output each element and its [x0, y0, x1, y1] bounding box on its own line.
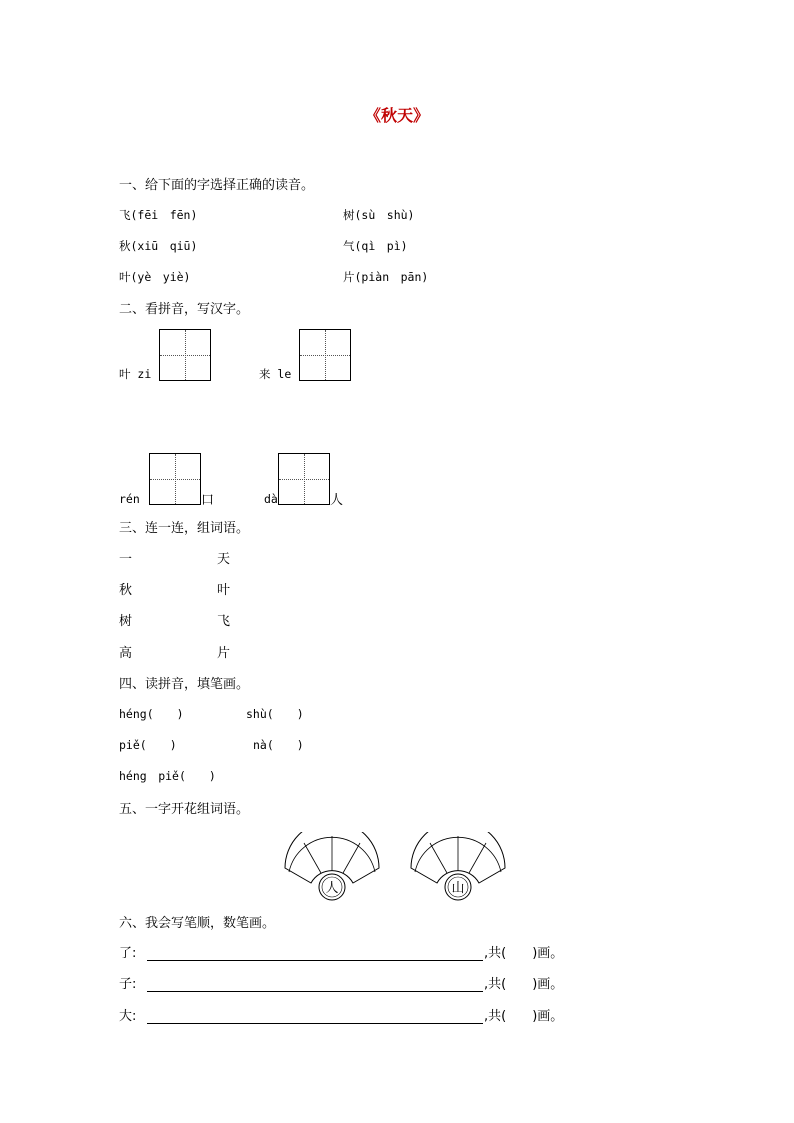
writing-grid-zi[interactable] [159, 329, 211, 381]
stroke-blank-hengpie[interactable]: héng piě( ) [119, 769, 216, 783]
section-3-heading: 三、连一连，组词语。 [119, 521, 250, 536]
pinyin-choice-shu[interactable]: 树(sù shù) [343, 208, 415, 222]
fan-diagram-ren [282, 832, 382, 904]
pinyin-choice-pian[interactable]: 片(piàn pān) [343, 270, 429, 284]
section-4-heading: 四、读拼音，填笔画。 [119, 677, 250, 692]
stroke-count-blank[interactable]: ,共( )画。 [484, 977, 564, 992]
stroke-order-char: 子: [119, 977, 137, 992]
section-2-heading: 二、看拼音，写汉字。 [119, 302, 250, 317]
write-prompt-le: 来 le [259, 367, 292, 381]
match-right-item[interactable]: 天 [217, 552, 231, 567]
match-left-item[interactable]: 一 [119, 552, 133, 567]
stroke-order-line[interactable] [147, 960, 483, 961]
match-left-item[interactable]: 秋 [119, 583, 133, 598]
stroke-order-char: 大: [119, 1009, 137, 1024]
stroke-blank-heng[interactable]: héng( ) [119, 707, 184, 721]
write-suffix-ren: 人 [330, 493, 344, 508]
stroke-order-char: 了: [119, 946, 137, 961]
write-prompt-zi: 叶 zi [119, 367, 152, 381]
pinyin-choice-ye[interactable]: 叶(yè yiè) [119, 270, 191, 284]
stroke-order-line[interactable] [147, 1023, 483, 1024]
writing-grid-le[interactable] [299, 329, 351, 381]
match-left-item[interactable]: 高 [119, 646, 133, 661]
write-prompt-ren: rén [119, 492, 140, 506]
writing-grid-da[interactable] [278, 453, 330, 505]
pinyin-choice-qiu[interactable]: 秋(xiū qiū) [119, 239, 198, 253]
stroke-blank-shu[interactable]: shù( ) [246, 707, 304, 721]
section-5-heading: 五、一字开花组词语。 [119, 802, 250, 817]
stroke-blank-na[interactable]: nà( ) [253, 738, 304, 752]
match-right-item[interactable]: 飞 [217, 614, 231, 629]
match-right-item[interactable]: 叶 [217, 583, 231, 598]
stroke-count-blank[interactable]: ,共( )画。 [484, 1009, 564, 1024]
fan-center-char: 山 [451, 881, 465, 896]
stroke-count-blank[interactable]: ,共( )画。 [484, 946, 564, 961]
stroke-order-line[interactable] [147, 991, 483, 992]
write-suffix-kou: 口 [201, 493, 215, 508]
pinyin-choice-qi[interactable]: 气(qì pì) [343, 239, 408, 253]
match-right-item[interactable]: 片 [217, 646, 231, 661]
section-6-heading: 六、我会写笔顺，数笔画。 [119, 916, 276, 931]
stroke-blank-pie[interactable]: piě( ) [119, 738, 177, 752]
writing-grid-ren[interactable] [149, 453, 201, 505]
page-title: 《秋天》 [365, 106, 430, 125]
match-left-item[interactable]: 树 [119, 614, 133, 629]
write-prompt-da: dà [264, 492, 278, 506]
section-1-heading: 一、给下面的字选择正确的读音。 [119, 178, 315, 193]
fan-center-char: 人 [325, 881, 339, 896]
fan-diagram-shan [408, 832, 508, 904]
pinyin-choice-fei[interactable]: 飞(fēi fēn) [119, 208, 198, 222]
